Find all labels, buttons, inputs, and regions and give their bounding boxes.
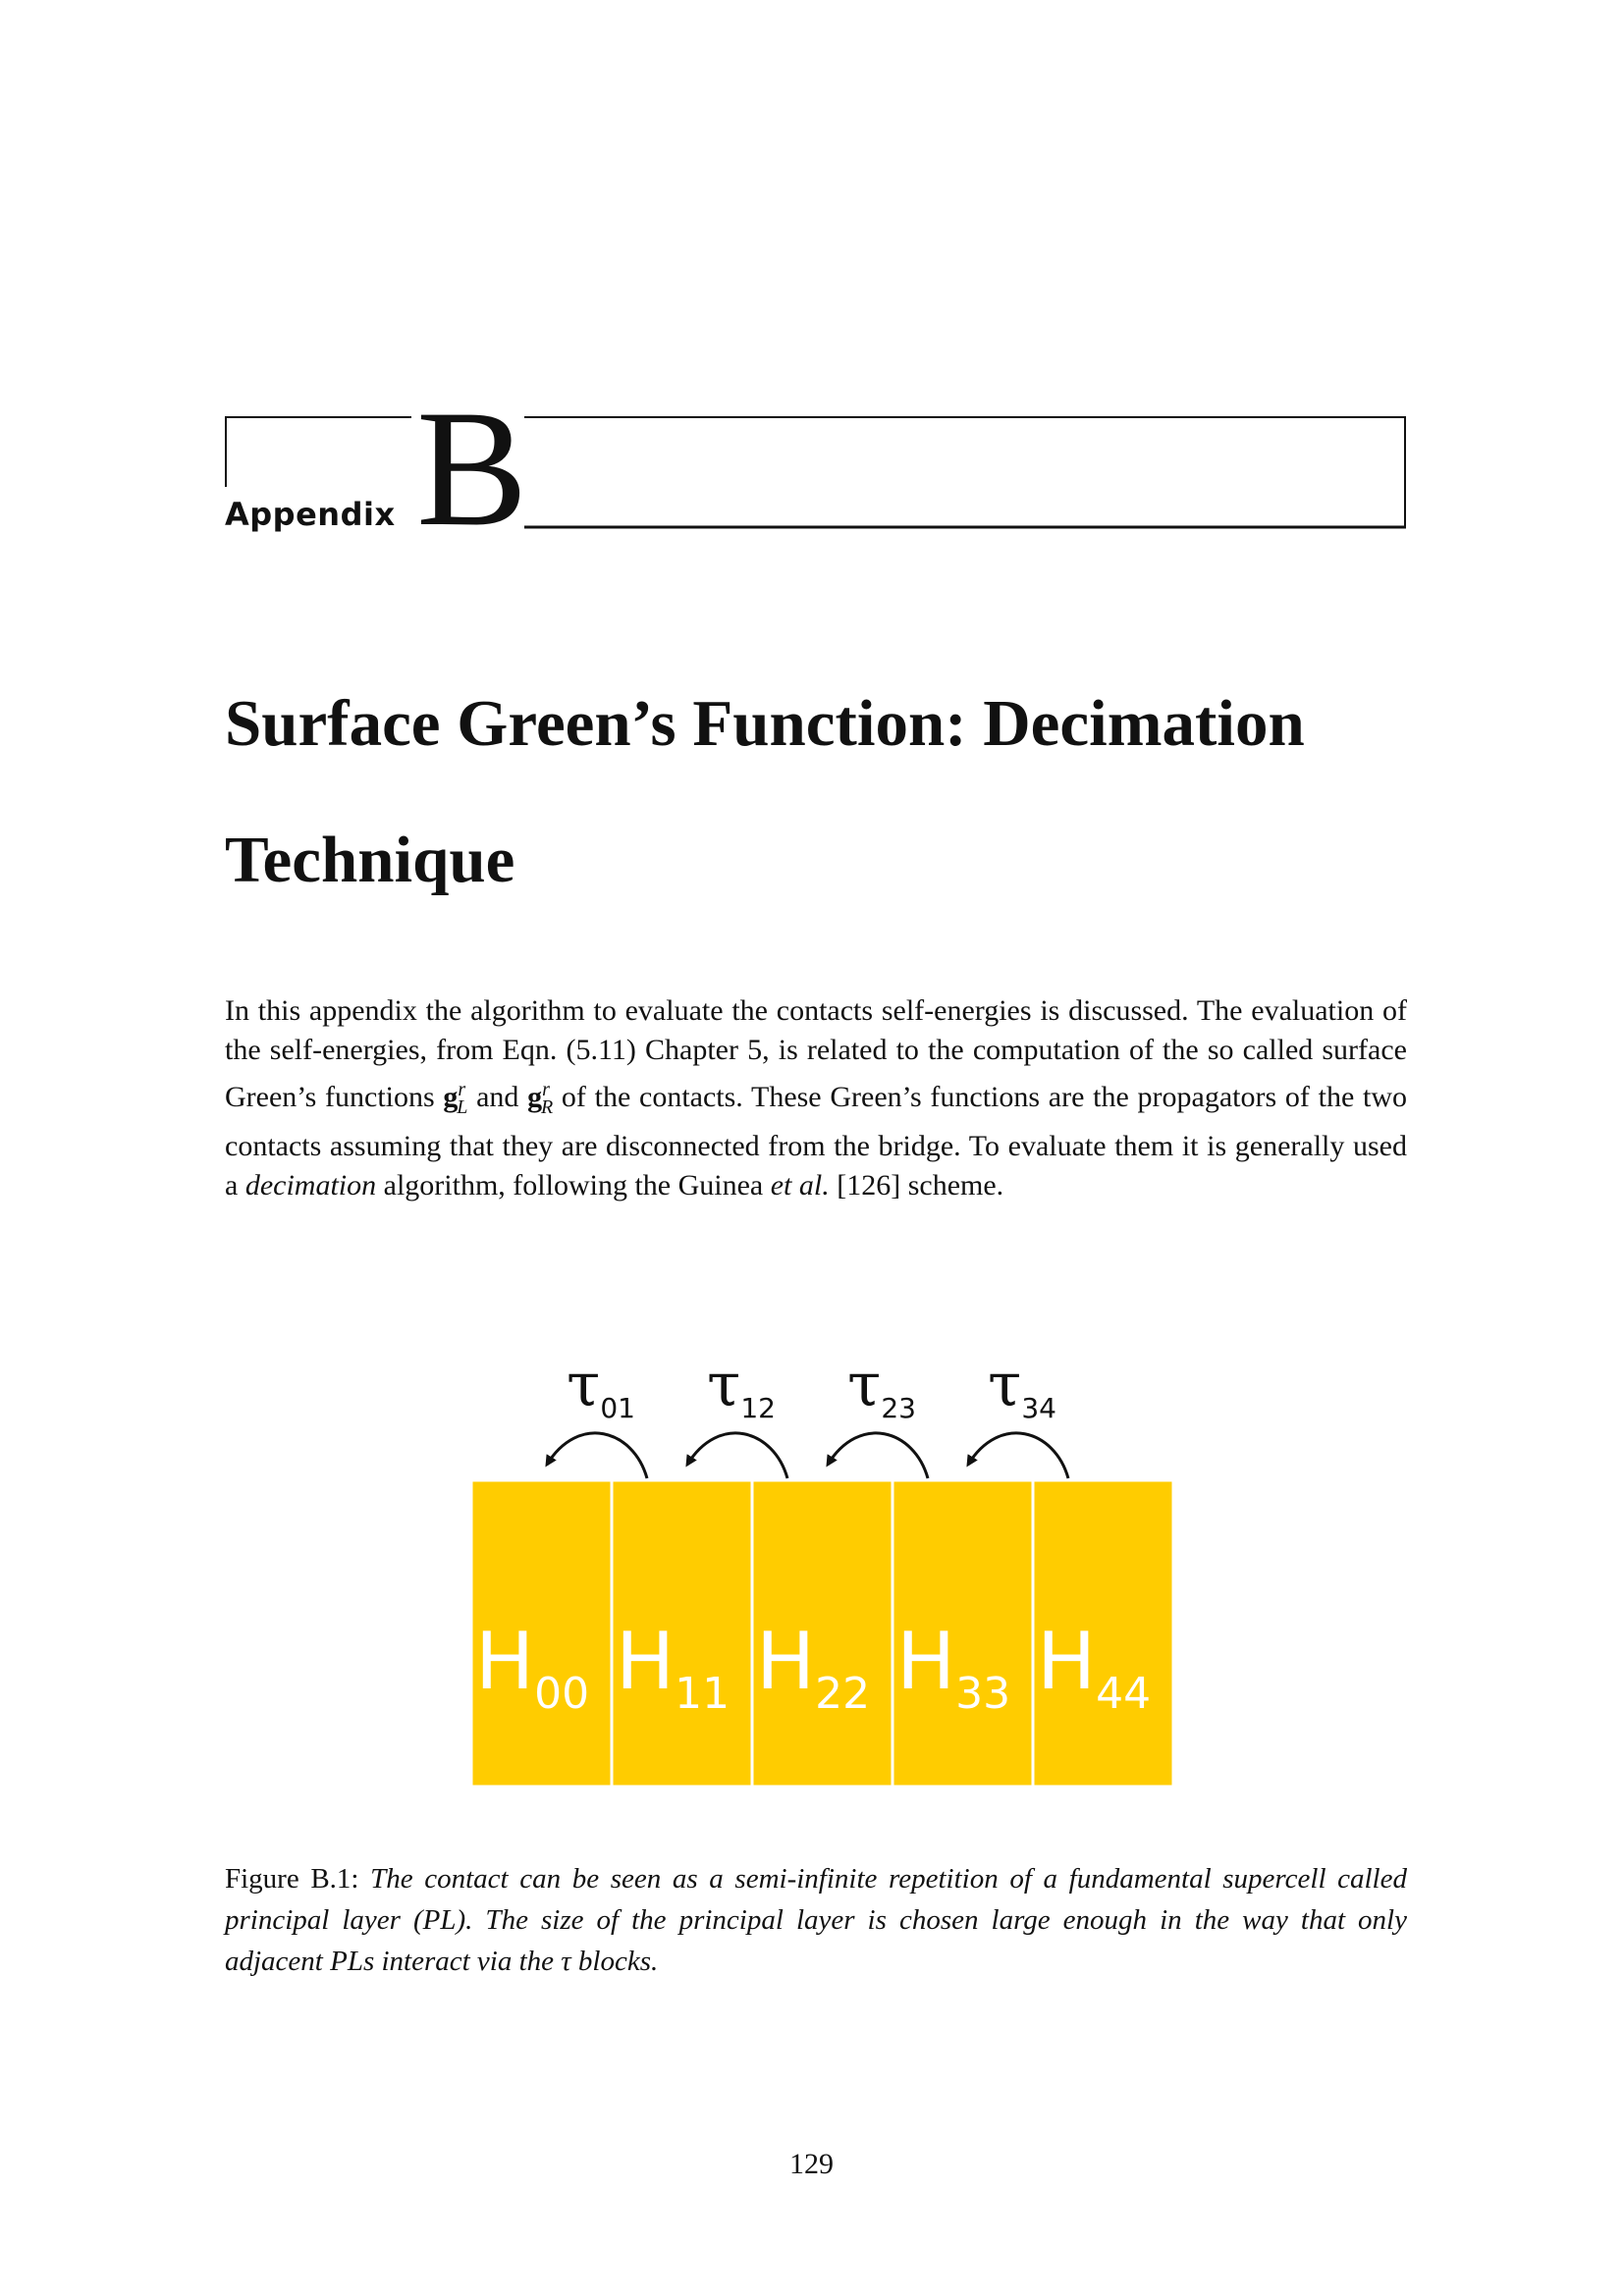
coupling-arrow	[828, 1433, 928, 1478]
gR-superscript: r	[542, 1079, 550, 1100]
figure-caption	[225, 1858, 1407, 1982]
coupling-label	[847, 1355, 916, 1424]
coupling-label-sub: 23	[881, 1392, 916, 1424]
coupling-label-sub: 01	[600, 1392, 635, 1424]
couplings-layer	[547, 1355, 1068, 1478]
appendix-label: Appendix	[225, 496, 396, 533]
coupling-label-sub: 12	[740, 1392, 776, 1424]
intro-paragraph	[225, 991, 1407, 1205]
block-label-main: H	[896, 1616, 956, 1707]
chapter-heading-frame	[225, 416, 1406, 530]
chapter-title: Surface Green’s Function: Decimation Technique	[225, 687, 1305, 896]
page-number: 129	[789, 2148, 834, 2180]
block-label-sub: 44	[1096, 1669, 1152, 1719]
coupling-label	[988, 1355, 1056, 1424]
block-label-main: H	[616, 1616, 676, 1707]
intro-text-4: [126] scheme.	[829, 1169, 1004, 1201]
coupling-arrow	[968, 1433, 1068, 1478]
gR-subscript: R	[540, 1096, 554, 1118]
block-label-sub: 22	[815, 1669, 871, 1719]
coupling-label	[707, 1355, 776, 1424]
block-label-main: H	[756, 1616, 816, 1707]
coupling-label-main: τ	[988, 1355, 1022, 1420]
chapter-frame-lines	[225, 416, 1406, 530]
intro-emphasis-etal: et al.	[770, 1169, 830, 1201]
block-label-sub: 11	[675, 1669, 730, 1719]
coupling-label-main: τ	[847, 1355, 882, 1420]
blocks-layer	[471, 1480, 1173, 1787]
caption-label: Figure B.1:	[225, 1863, 371, 1895]
coupling-label	[567, 1355, 635, 1424]
intro-text-1: In this appendix the algorithm to evaluate the contacts self-energies is discussed. The evaluation of the self-energies, from Eqn. (5.11) Chapter 5, is related to the computation of the so called surface Green’s functions	[225, 994, 1407, 1113]
intro-and: and	[467, 1081, 528, 1113]
intro-text-3: algorithm, following the Guinea	[376, 1169, 771, 1201]
gL-superscript: r	[458, 1079, 466, 1100]
g-symbol-right: g	[527, 1081, 543, 1113]
block-label-main: H	[1037, 1616, 1097, 1707]
caption-body: The contact can be seen as a semi-infinite repetition of a fundamental supercell called principal layer (PL). The size of the principal layer is chosen large enough in the way that only adjacent PLs interact via the τ blocks.	[225, 1863, 1407, 1977]
coupling-arrow	[687, 1433, 787, 1478]
block-label-sub: 33	[955, 1669, 1011, 1719]
gL-subscript: L	[457, 1096, 468, 1118]
block-label-main: H	[475, 1616, 535, 1707]
appendix-letter: B	[416, 376, 528, 561]
block-label-sub: 00	[534, 1669, 590, 1719]
g-symbol-left: g	[443, 1081, 459, 1113]
figure-principal-layers	[461, 1355, 1188, 1796]
figure-diagram	[461, 1355, 1188, 1796]
coupling-label-sub: 34	[1021, 1392, 1056, 1424]
coupling-label-main: τ	[567, 1355, 601, 1420]
intro-text-2: of the contacts. These Green’s functions are the propagators of the two contacts assuming that they are disconnected from the bridge. To evaluate them it is generally used a	[225, 1081, 1407, 1201]
coupling-label-main: τ	[707, 1355, 741, 1420]
coupling-arrow	[547, 1433, 647, 1478]
intro-emphasis-decimation: decimation	[244, 1169, 377, 1201]
